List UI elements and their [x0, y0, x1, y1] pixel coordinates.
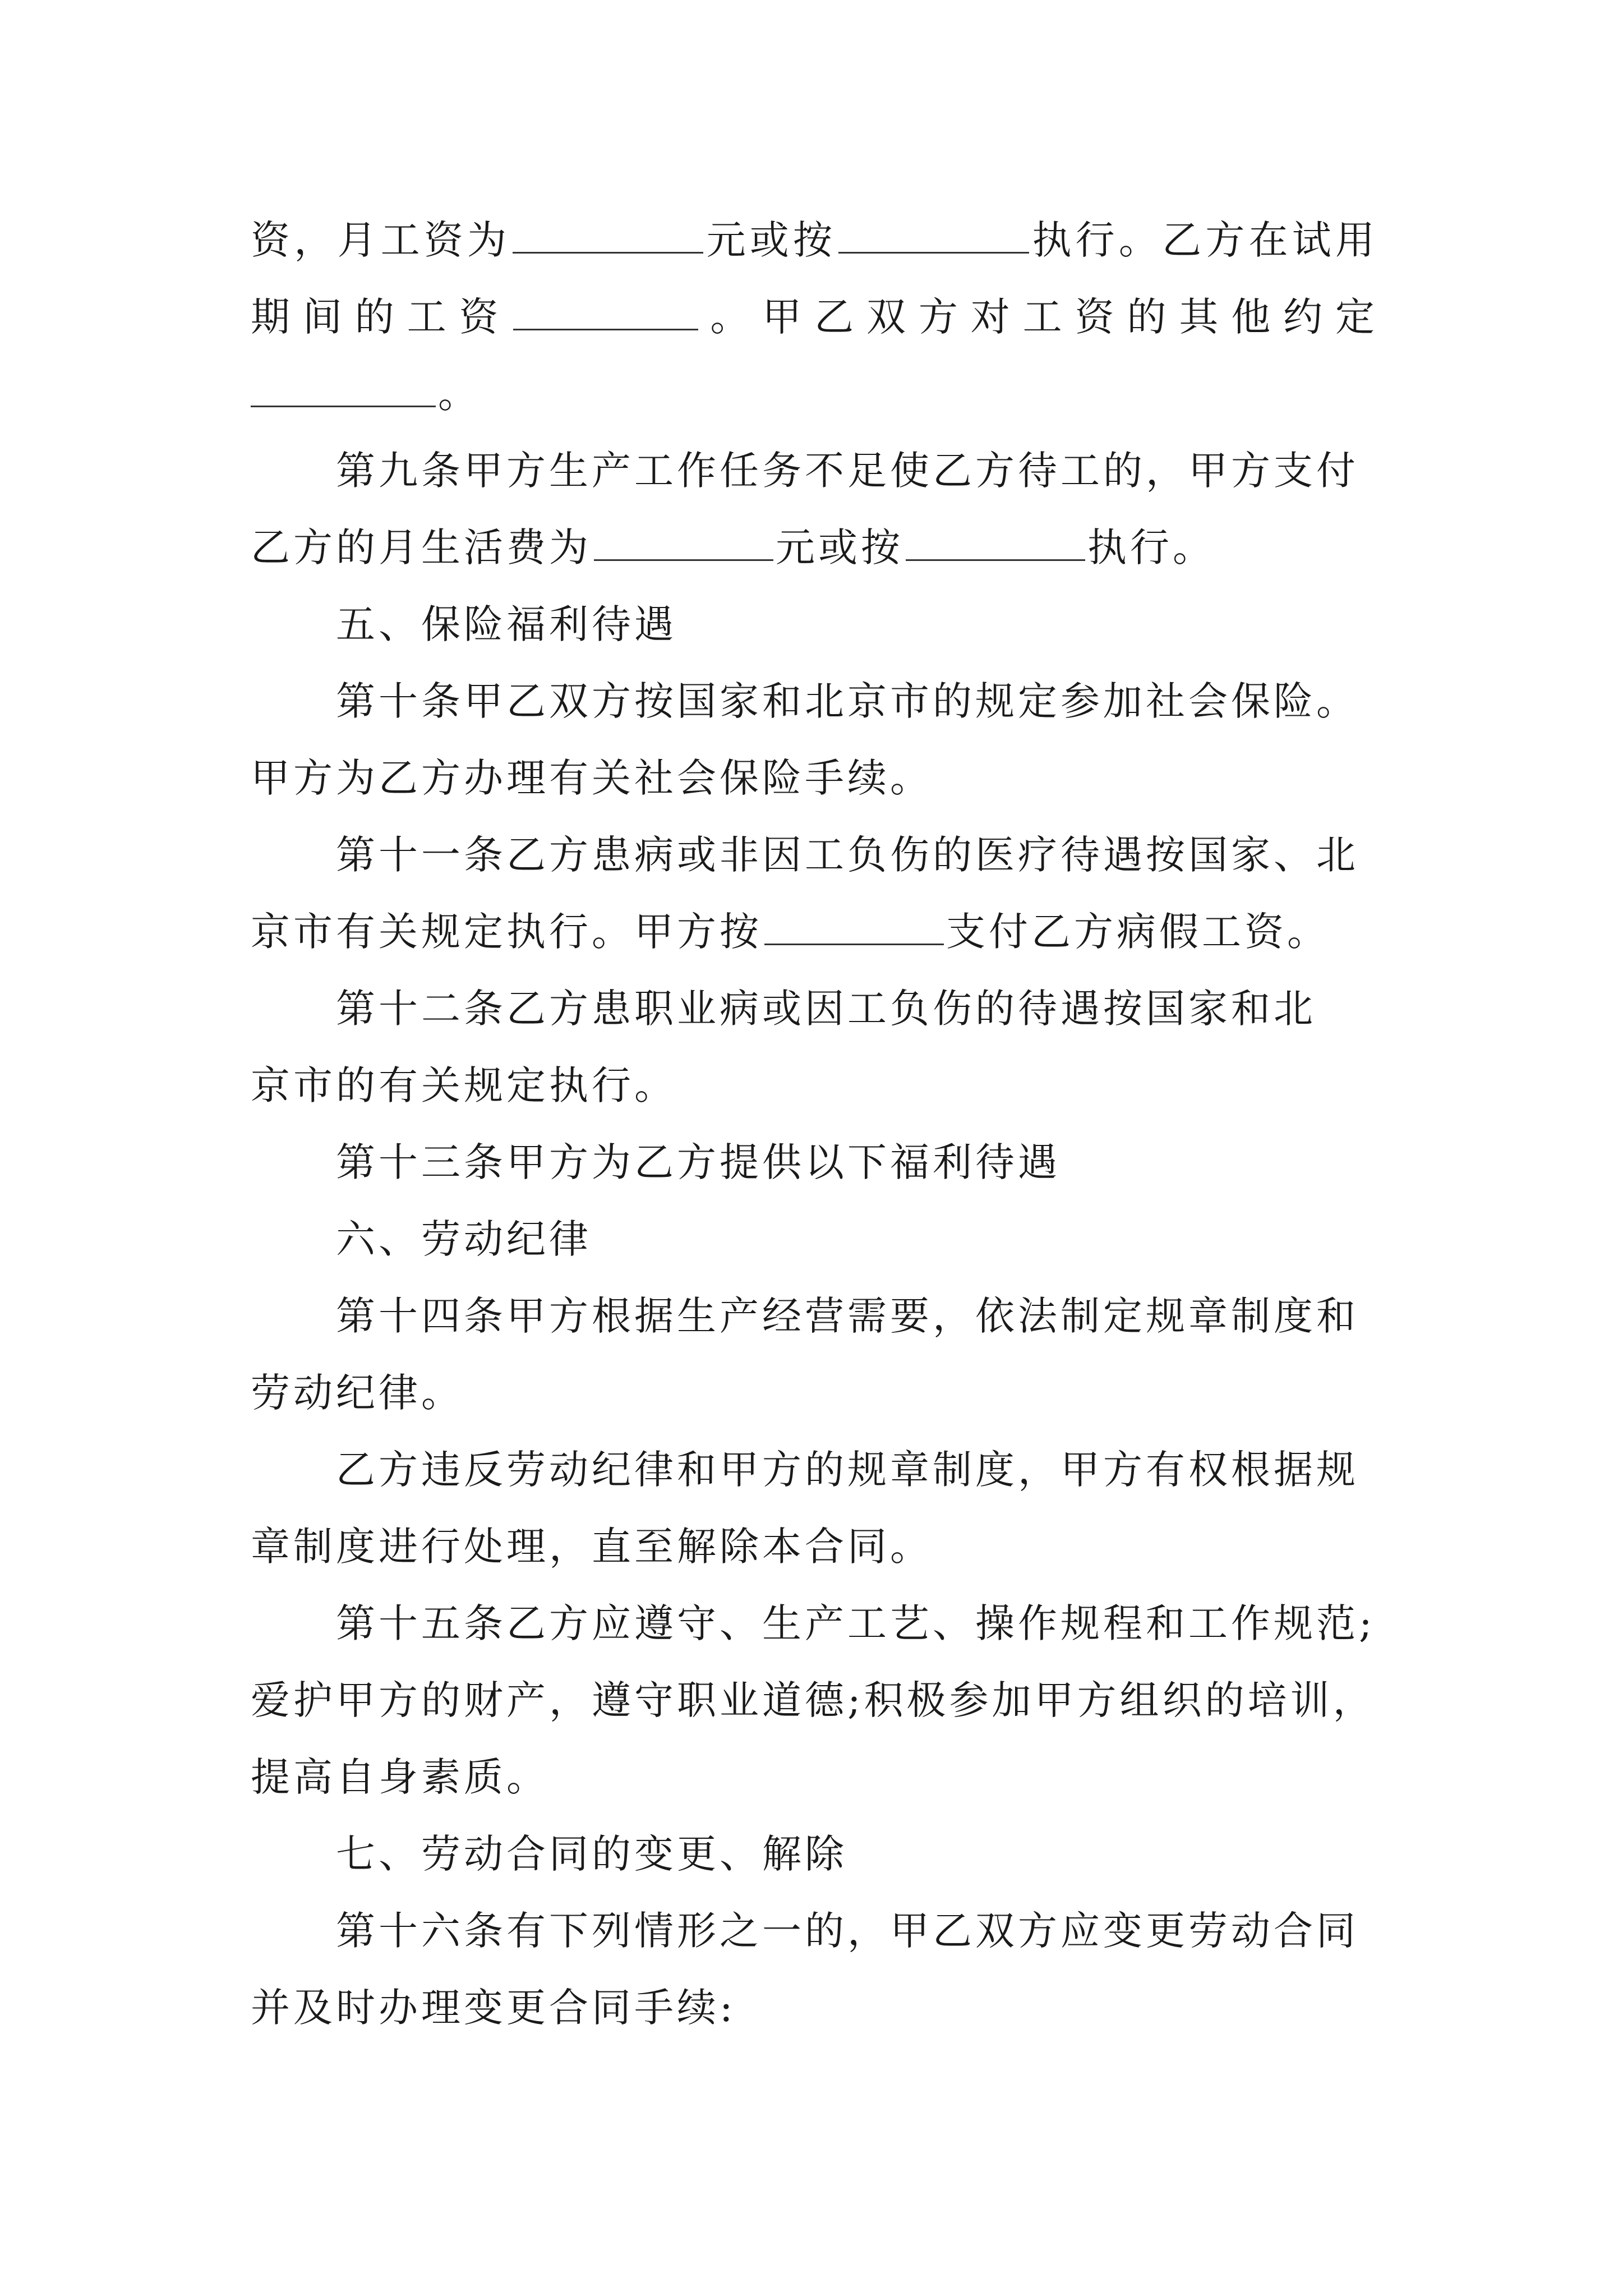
section-heading: 七、劳动合同的变更、解除: [336, 1831, 847, 1877]
paragraph-line: 资，月工资为 元或按 执行。乙方在试用: [251, 217, 1378, 263]
paragraph-line: 第十条甲乙双方按国家和北京市的规定参加社会保险。: [336, 678, 1359, 724]
paragraph-line: 第十一条乙方患病或非因工负伤的医疗待遇按国家、北: [336, 832, 1359, 878]
section-heading: 五、保险福利待遇: [336, 601, 677, 647]
paragraph-line: 第十六条有下列情形之一的，甲乙双方应变更劳动合同: [336, 1908, 1359, 1954]
paragraph-line: 并及时办理变更合同手续:: [251, 1985, 736, 2031]
fill-in-blank[interactable]: [594, 524, 773, 561]
paragraph-line: 劳动纪律。: [251, 1370, 464, 1416]
paragraph-line: 甲方为乙方办理有关社会保险手续。: [251, 755, 933, 801]
paragraph-line: 京市的有关规定执行。: [251, 1062, 677, 1108]
paragraph-line: 第十二条乙方患职业病或因工负伤的待遇按国家和北: [336, 986, 1316, 1032]
section-heading: 六、劳动纪律: [336, 1216, 592, 1262]
fill-in-blank[interactable]: [513, 217, 703, 254]
paragraph-line: 章制度进行处理，直至解除本合同。: [251, 1524, 933, 1570]
fill-in-blank[interactable]: [838, 217, 1029, 254]
paragraph-line: 。: [251, 356, 1378, 432]
paragraph-line: 爱护甲方的财产，遵守职业道德;积极参加甲方组织的培训，: [251, 1677, 1376, 1723]
fill-in-blank[interactable]: [764, 909, 944, 945]
paragraph-line: 乙方违反劳动纪律和甲方的规章制度，甲方有权根据规: [336, 1447, 1359, 1493]
fill-in-blank[interactable]: [251, 371, 436, 407]
paragraph-line: 第十四条甲方根据生产经营需要，依法制定规章制度和: [336, 1293, 1359, 1339]
fill-in-blank[interactable]: [513, 294, 698, 330]
paragraph-line: 第九条甲方生产工作任务不足使乙方待工的，甲方支付: [336, 448, 1359, 494]
paragraph-line: 第十五条乙方应遵守、生产工艺、操作规程和工作规范;: [336, 1600, 1376, 1646]
paragraph-line: 提高自身素质。: [251, 1754, 549, 1800]
document-page: [251, 202, 1378, 2046]
paragraph-line: 第十三条甲方为乙方提供以下福利待遇: [336, 1139, 1061, 1185]
paragraph-line: 乙方的月生活费为 元或按 执行。: [251, 524, 1215, 570]
fill-in-blank[interactable]: [906, 524, 1085, 561]
paragraph-line: 期间的工资 。甲乙双方对工资的其他约定: [251, 294, 1378, 340]
paragraph-line: 京市有关规定执行。甲方按 支付乙方病假工资。: [251, 909, 1330, 955]
